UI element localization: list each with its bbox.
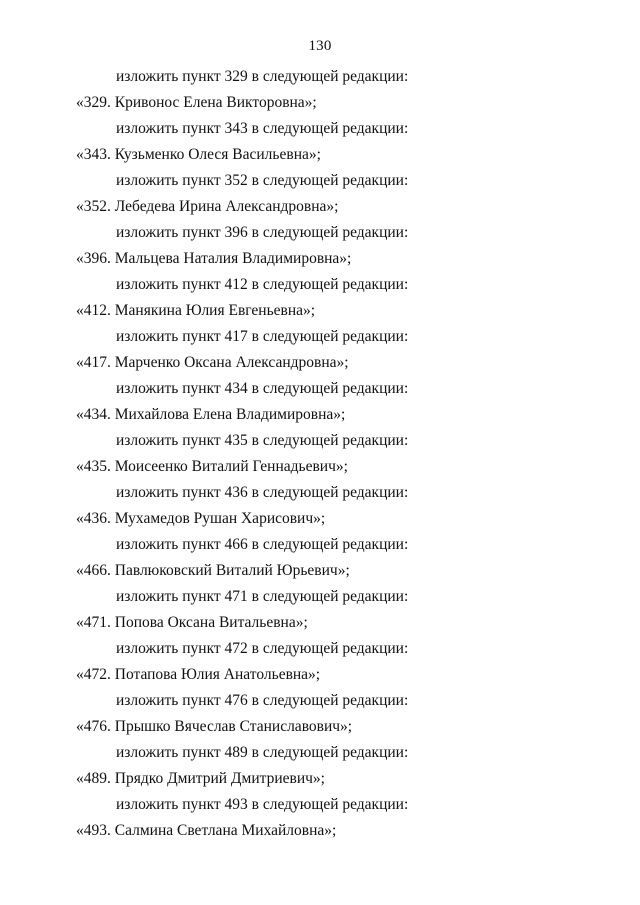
amended-item-text: «476. Прышко Вячеслав Станиславович»; <box>76 718 353 735</box>
amended-item-text: «435. Моисеенко Виталий Геннадьевич»; <box>76 458 348 475</box>
amendment-instruction: изложить пункт 343 в следующей редакции: <box>116 120 409 137</box>
amendment-list <box>0 64 640 844</box>
amendment-instruction: изложить пункт 471 в следующей редакции: <box>116 588 409 605</box>
amended-item-text: «493. Салмина Светлана Михайловна»; <box>76 822 337 839</box>
amended-item-text: «352. Лебедева Ирина Александровна»; <box>76 198 339 215</box>
amended-item-text: «466. Павлюковский Виталий Юрьевич»; <box>76 562 350 579</box>
amendment-instruction: изложить пункт 417 в следующей редакции: <box>116 328 409 345</box>
amended-item-text: «343. Кузьменко Олеся Васильевна»; <box>76 146 321 163</box>
amended-item-text: «329. Кривонос Елена Викторовна»; <box>76 94 317 111</box>
amendment-instruction: изложить пункт 434 в следующей редакции: <box>116 380 409 397</box>
amended-item-text: «396. Мальцева Наталия Владимировна»; <box>76 250 352 267</box>
amendment-instruction: изложить пункт 466 в следующей редакции: <box>116 536 409 553</box>
amended-item-text: «471. Попова Оксана Витальевна»; <box>76 614 308 631</box>
amendment-instruction: изложить пункт 329 в следующей редакции: <box>116 68 409 85</box>
amended-item-text: «434. Михайлова Елена Владимировна»; <box>76 406 346 423</box>
amendment-instruction: изложить пункт 435 в следующей редакции: <box>116 432 409 449</box>
amendment-instruction: изложить пункт 352 в следующей редакции: <box>116 172 409 189</box>
amended-item-text: «412. Манякина Юлия Евгеньевна»; <box>76 302 316 319</box>
amendment-instruction: изложить пункт 493 в следующей редакции: <box>116 796 409 813</box>
amended-item-text: «472. Потапова Юлия Анатольевна»; <box>76 666 321 683</box>
amended-item-text: «489. Прядко Дмитрий Дмитриевич»; <box>76 770 325 787</box>
page-number: 130 <box>308 38 332 54</box>
amendment-instruction: изложить пункт 476 в следующей редакции: <box>116 692 409 709</box>
amendment-instruction: изложить пункт 396 в следующей редакции: <box>116 224 409 241</box>
amendment-instruction: изложить пункт 436 в следующей редакции: <box>116 484 409 501</box>
amendment-instruction: изложить пункт 489 в следующей редакции: <box>116 744 409 761</box>
amendment-instruction: изложить пункт 472 в следующей редакции: <box>116 640 409 657</box>
amended-item-text: «417. Марченко Оксана Александровна»; <box>76 354 349 371</box>
amendment-instruction: изложить пункт 412 в следующей редакции: <box>116 276 409 293</box>
amended-item-text: «436. Мухамедов Рушан Харисович»; <box>76 510 326 527</box>
